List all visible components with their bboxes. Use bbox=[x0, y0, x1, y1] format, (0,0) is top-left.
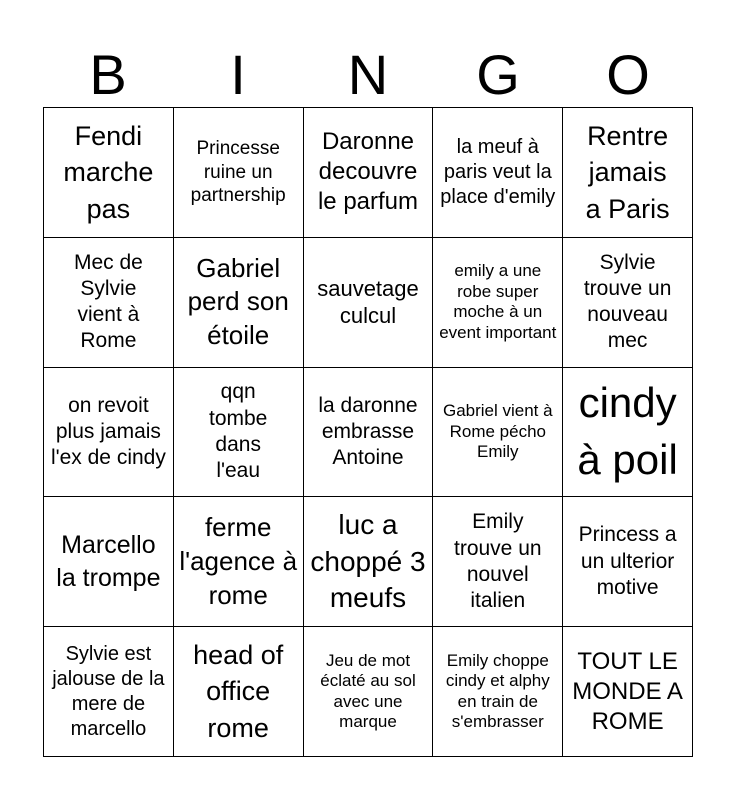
cell-label: Marcello la trompe bbox=[56, 531, 161, 592]
header-letter-b: B bbox=[89, 43, 127, 106]
bingo-cell[interactable] bbox=[563, 108, 693, 238]
cell-label: Princess a un ulterior motive bbox=[578, 523, 677, 599]
cell-label: Gabriel perd son étoile bbox=[187, 252, 289, 351]
cell-label: Mec de Sylvie vient à Rome bbox=[73, 250, 143, 353]
bingo-cell[interactable] bbox=[433, 368, 563, 498]
bingo-cell[interactable] bbox=[563, 368, 693, 498]
cell-label: ferme l'agence à rome bbox=[179, 512, 298, 610]
bingo-cell[interactable] bbox=[174, 238, 304, 368]
cell-label: cindy à poil bbox=[577, 379, 678, 483]
header-letter-n: N bbox=[347, 43, 389, 106]
cell-label: Jeu de mot éclaté au sol avec une marque bbox=[320, 650, 416, 731]
cell-label: TOUT LE MONDE A ROME bbox=[572, 647, 683, 735]
bingo-cell[interactable] bbox=[174, 108, 304, 238]
bingo-card bbox=[43, 107, 693, 757]
cell-label: la meuf à paris veut la place d'emily bbox=[440, 135, 556, 208]
bingo-cell[interactable] bbox=[174, 368, 304, 498]
bingo-cell[interactable] bbox=[44, 238, 174, 368]
bingo-cell[interactable] bbox=[433, 238, 563, 368]
bingo-header bbox=[43, 40, 693, 110]
bingo-cell[interactable] bbox=[433, 627, 563, 757]
header-letter-i: I bbox=[230, 43, 246, 106]
bingo-cell[interactable] bbox=[304, 627, 434, 757]
bingo-cell[interactable] bbox=[563, 238, 693, 368]
bingo-cell[interactable] bbox=[433, 497, 563, 627]
cell-label: Emily choppe cindy et alphy en train de s'embrasser bbox=[445, 650, 550, 731]
header-letter-g: G bbox=[476, 43, 520, 106]
bingo-cell[interactable] bbox=[304, 238, 434, 368]
cell-label: head of office rome bbox=[193, 639, 284, 743]
cell-label: Daronne decouvre le parfum bbox=[317, 128, 419, 216]
bingo-cell[interactable] bbox=[563, 497, 693, 627]
cell-label: Emily trouve un nouvel italien bbox=[454, 510, 542, 613]
bingo-cell[interactable] bbox=[563, 627, 693, 757]
cell-label: luc a choppé 3 meufs bbox=[310, 509, 426, 613]
bingo-cell[interactable] bbox=[174, 627, 304, 757]
cell-label: Princesse ruine un partnership bbox=[190, 137, 286, 207]
cell-label: sauvetage culcul bbox=[317, 275, 419, 329]
cell-label: Rentre jamais a Paris bbox=[585, 120, 670, 224]
bingo-cell[interactable] bbox=[44, 497, 174, 627]
bingo-cell[interactable] bbox=[44, 368, 174, 498]
bingo-cell[interactable] bbox=[44, 627, 174, 757]
bingo-cell[interactable] bbox=[304, 368, 434, 498]
cell-label: qqn tombe dans l'eau bbox=[209, 380, 268, 483]
bingo-cell[interactable] bbox=[433, 108, 563, 238]
cell-label: Sylvie est jalouse de la mere de marcello bbox=[52, 642, 165, 740]
bingo-cell[interactable] bbox=[174, 497, 304, 627]
cell-label: Fendi marche pas bbox=[63, 120, 154, 224]
cell-label: Sylvie trouve un nouveau mec bbox=[583, 250, 672, 353]
cell-label: emily a une robe super moche à un event important bbox=[439, 261, 557, 342]
header-letter-o: O bbox=[606, 43, 650, 106]
bingo-cell[interactable] bbox=[44, 108, 174, 238]
bingo-cell[interactable] bbox=[304, 108, 434, 238]
cell-label: on revoit plus jamais l'ex de cindy bbox=[50, 393, 166, 470]
cell-label: la daronne embrasse Antoine bbox=[318, 393, 418, 470]
bingo-cell[interactable] bbox=[304, 497, 434, 627]
cell-label: Gabriel vient à Rome pécho Emily bbox=[442, 401, 553, 462]
